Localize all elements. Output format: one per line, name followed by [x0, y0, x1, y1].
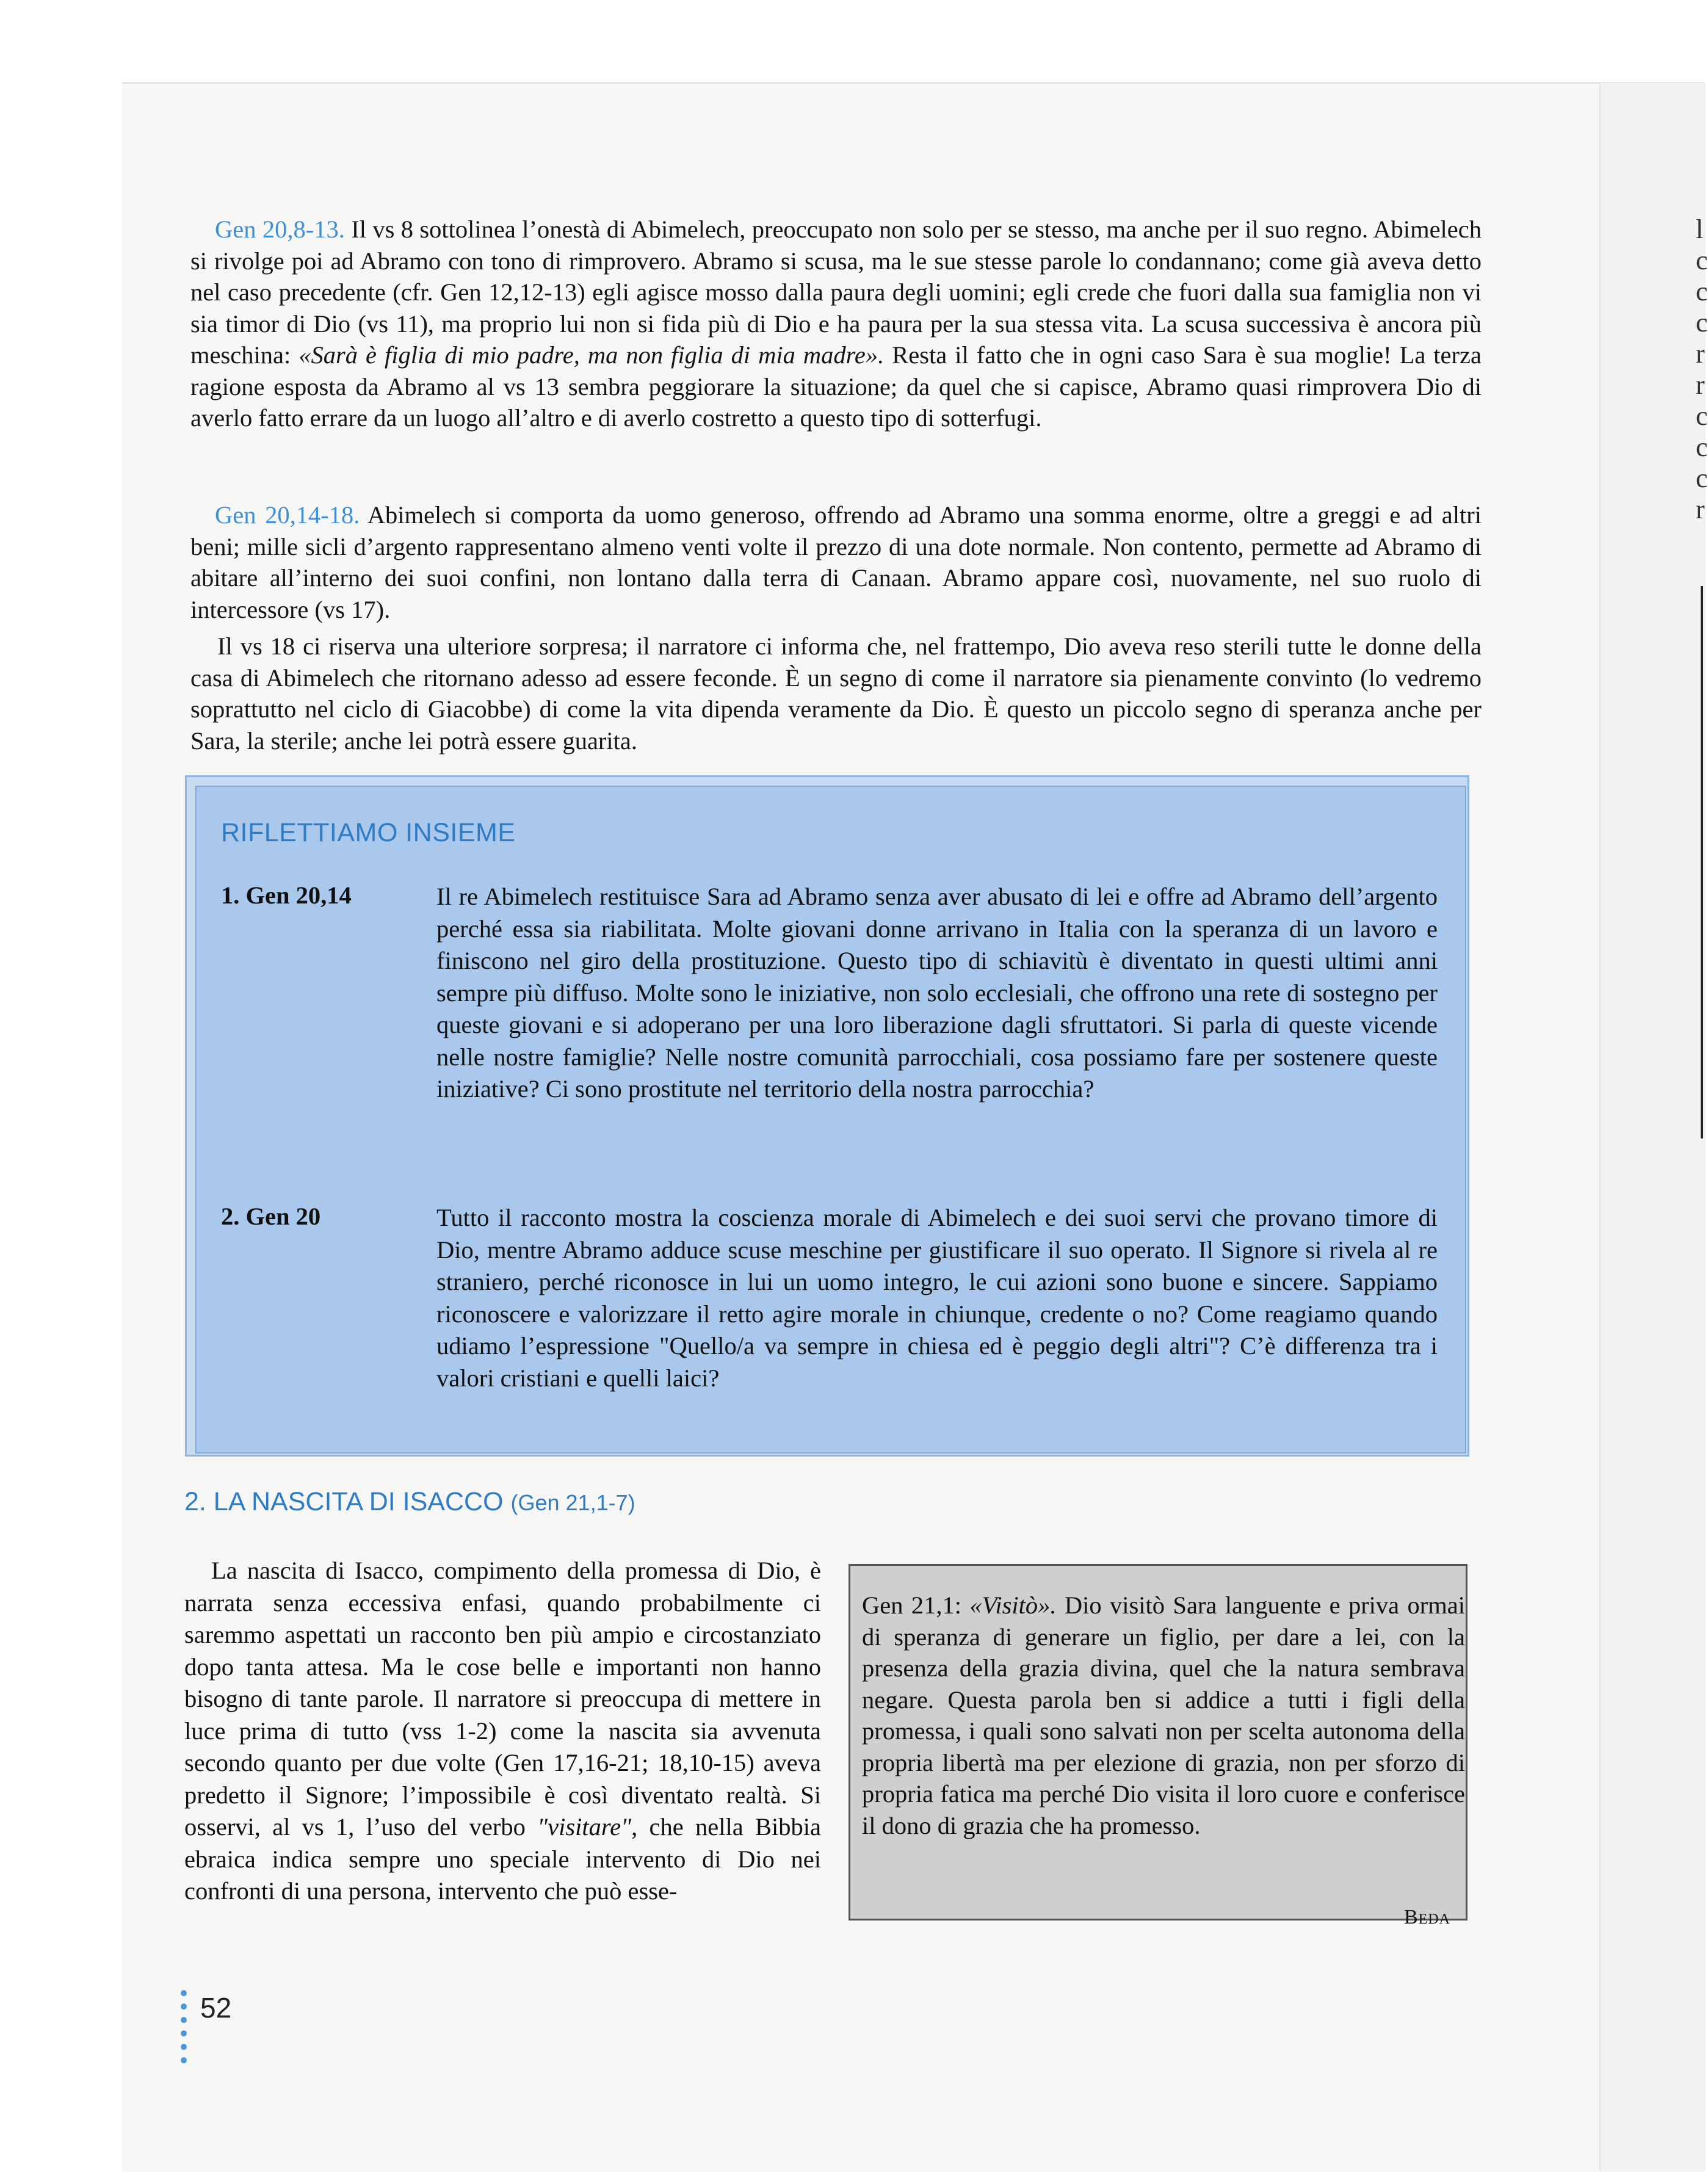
verse-reference: Gen 20,14-18.	[215, 501, 360, 529]
scan-background	[0, 0, 1704, 82]
patristic-quote-text: Gen 21,1: «Visitò». Dio visitò Sara languente e priva ormai di speranza di generare un figlio, per dare a lei, con la presenza della grazia divina, quel che la natura sembrava negare. Questa parola ben si addice a tutti i figli della promessa, i quali sono salvati non per scelta autonoma della propria libertà ma per elezione di grazia, non per sforzo di propria fatica ma perché Dio visita il loro cuore e conferisce il dono di grazia che ha promesso.	[862, 1591, 1466, 1839]
section-heading: 2. LA NASCITA DI ISACCO (Gen 21,1-7)	[184, 1487, 635, 1516]
reflection-item-label: 1. Gen 20,14	[221, 881, 352, 909]
section-heading-reference: (Gen 21,1-7)	[510, 1490, 635, 1515]
facing-page-rule	[1701, 586, 1703, 1138]
quote-keyword: «Visitò».	[969, 1591, 1057, 1619]
section-body-text: La nascita di Isacco, compimento della promessa di Dio, è narrata senza eccessiva enfasi, quando probabilmente ci saremmo aspettati un racconto ben più ampio e circostanziato dopo tanta attesa. Ma le cose belle e importanti non hanno bisogno di tante parole. Il narratore si preoccupa di mettere in luce prima di tutto (vss 1-2) come la nascita sia avvenuta secondo quanto per due volte (Gen 17,16-21; 18,10-15) aveva predetto il Signore; l’impossibile è così diventato realtà. Si osservi, al vs 1, l’uso del verbo "visitare", che nella Bibbia ebraica indica sempre uno speciale intervento di Dio nei confronti di una persona, intervento che può esse-	[184, 1557, 821, 1905]
page-number: 52	[200, 1992, 232, 2024]
facing-page-edge	[1599, 83, 1706, 2171]
paragraph-gen-20-8-13: Gen 20,8-13. Il vs 8 sottolinea l’onestà di Abimelech, preoccupato non solo per se stesso, ma anche per il suo regno. Abimelech si rivolge poi ad Abramo con tono di rimprovero. Abramo si scusa, ma le sue stesse parole lo condannano; come già aveva detto nel caso precedente (cfr. Gen 12,12-13) egli agisce mosso dalla paura degli uomini; egli crede che fuori dalla sua famiglia non vi sia timor di Dio (vs 11), ma proprio lui non si fida più di Dio e ha paura per la sua stessa vita. La scusa successiva è ancora più meschina: «Sarà è figlia di mio padre, ma non figlia di mia madre». Resta il fatto che in ogni caso Sara è sua moglie! La terza ragione esposta da Abramo al vs 13 sembra peggiorare la situazione; da quel che si capisce, Abramo quasi rimprovera Dio di averlo fatto errare da un luogo all’altro e di averlo costretto a questo tipo di sotterfugi.	[190, 215, 1482, 432]
paragraph-gen-20-14-18: Gen 20,14-18. Abimelech si comporta da uomo generoso, offrendo ad Abramo una somma enorme, oltre a greggi e ad altri beni; mille sicli d’argento rappresentano almeno venti volte il prezzo di una dote normale. Non contento, permette ad Abramo di abitare all’interno dei suoi confini, non lontano dalla terra di Canaan. Abramo appare così, nuovamente, nel suo ruolo di intercessore (vs 17).	[190, 501, 1482, 623]
inline-quote: «Sarà è figlia di mio padre, ma non figlia di mia madre».	[299, 341, 885, 369]
quote-reference: Gen 21,1:	[862, 1591, 961, 1619]
reflection-item-text: Il re Abimelech restituisce Sara ad Abramo senza aver abusato di lei e offre ad Abramo dell’argento perché essa sia riabilitata. Molte giovani donne arrivano in Italia con la speranza di un lavoro e finiscono nel giro della prostituzione. Questo tipo di schiavitù è diventato in questi ultimi anni sempre più diffuso. Molte sono le iniziative, non solo ecclesiali, che offrono una rete di sostegno per queste giovani e si adoperano per una loro liberazione dagli sfruttatori. Si parla di queste vicende nelle nostre famiglie? Nelle nostre comunità parrocchiali, cosa possiamo fare per sostenere queste iniziative? Ci sono prostitute nel territorio della nostra parrocchia?	[436, 883, 1438, 1102]
reflection-item-text: Tutto il racconto mostra la coscienza morale di Abimelech e dei suoi servi che provano timore di Dio, mentre Abramo adduce scuse meschine per giustificare il suo operato. Il Signore si rivela al re straniero, perché riconosce in lui un uomo integro, le cui azioni sono buone e sincere. Sappiamo riconoscere e valorizzare il retto agire morale in chiunque, credente o no? Come reagiamo quando udiamo l’espressione "Quello/a va sempre in chiesa ed è peggio degli altri"? C’è differenza tra i valori cristiani e quelli laici?	[436, 1204, 1438, 1392]
verse-reference: Gen 20,8-13.	[215, 215, 345, 243]
paragraph-vs-18: Il vs 18 ci riserva una ulteriore sorpresa; il narratore ci informa che, nel frattempo, Dio aveva reso sterili tutte le donne della casa di Abimelech che ritornano adesso ad essere feconde. È un segno di come il narratore sia pienamente convinto (lo vedremo soprattutto nel ciclo di Giacobbe) di come la vita dipenda veramente da Dio. È questo un piccolo segno di speranza anche per Sara, la sterile; anche lei potrà essere guarita.	[190, 632, 1482, 755]
facing-page-letters: l c c c r r c c c r	[1696, 214, 1708, 524]
page-number-dots	[181, 1990, 188, 2071]
emphasized-verb: "visitare"	[537, 1813, 632, 1841]
reflection-box-title: RIFLETTIAMO INSIEME	[221, 818, 516, 847]
quote-author: Beda	[1404, 1906, 1451, 1928]
reflection-item-label: 2. Gen 20	[221, 1203, 321, 1230]
